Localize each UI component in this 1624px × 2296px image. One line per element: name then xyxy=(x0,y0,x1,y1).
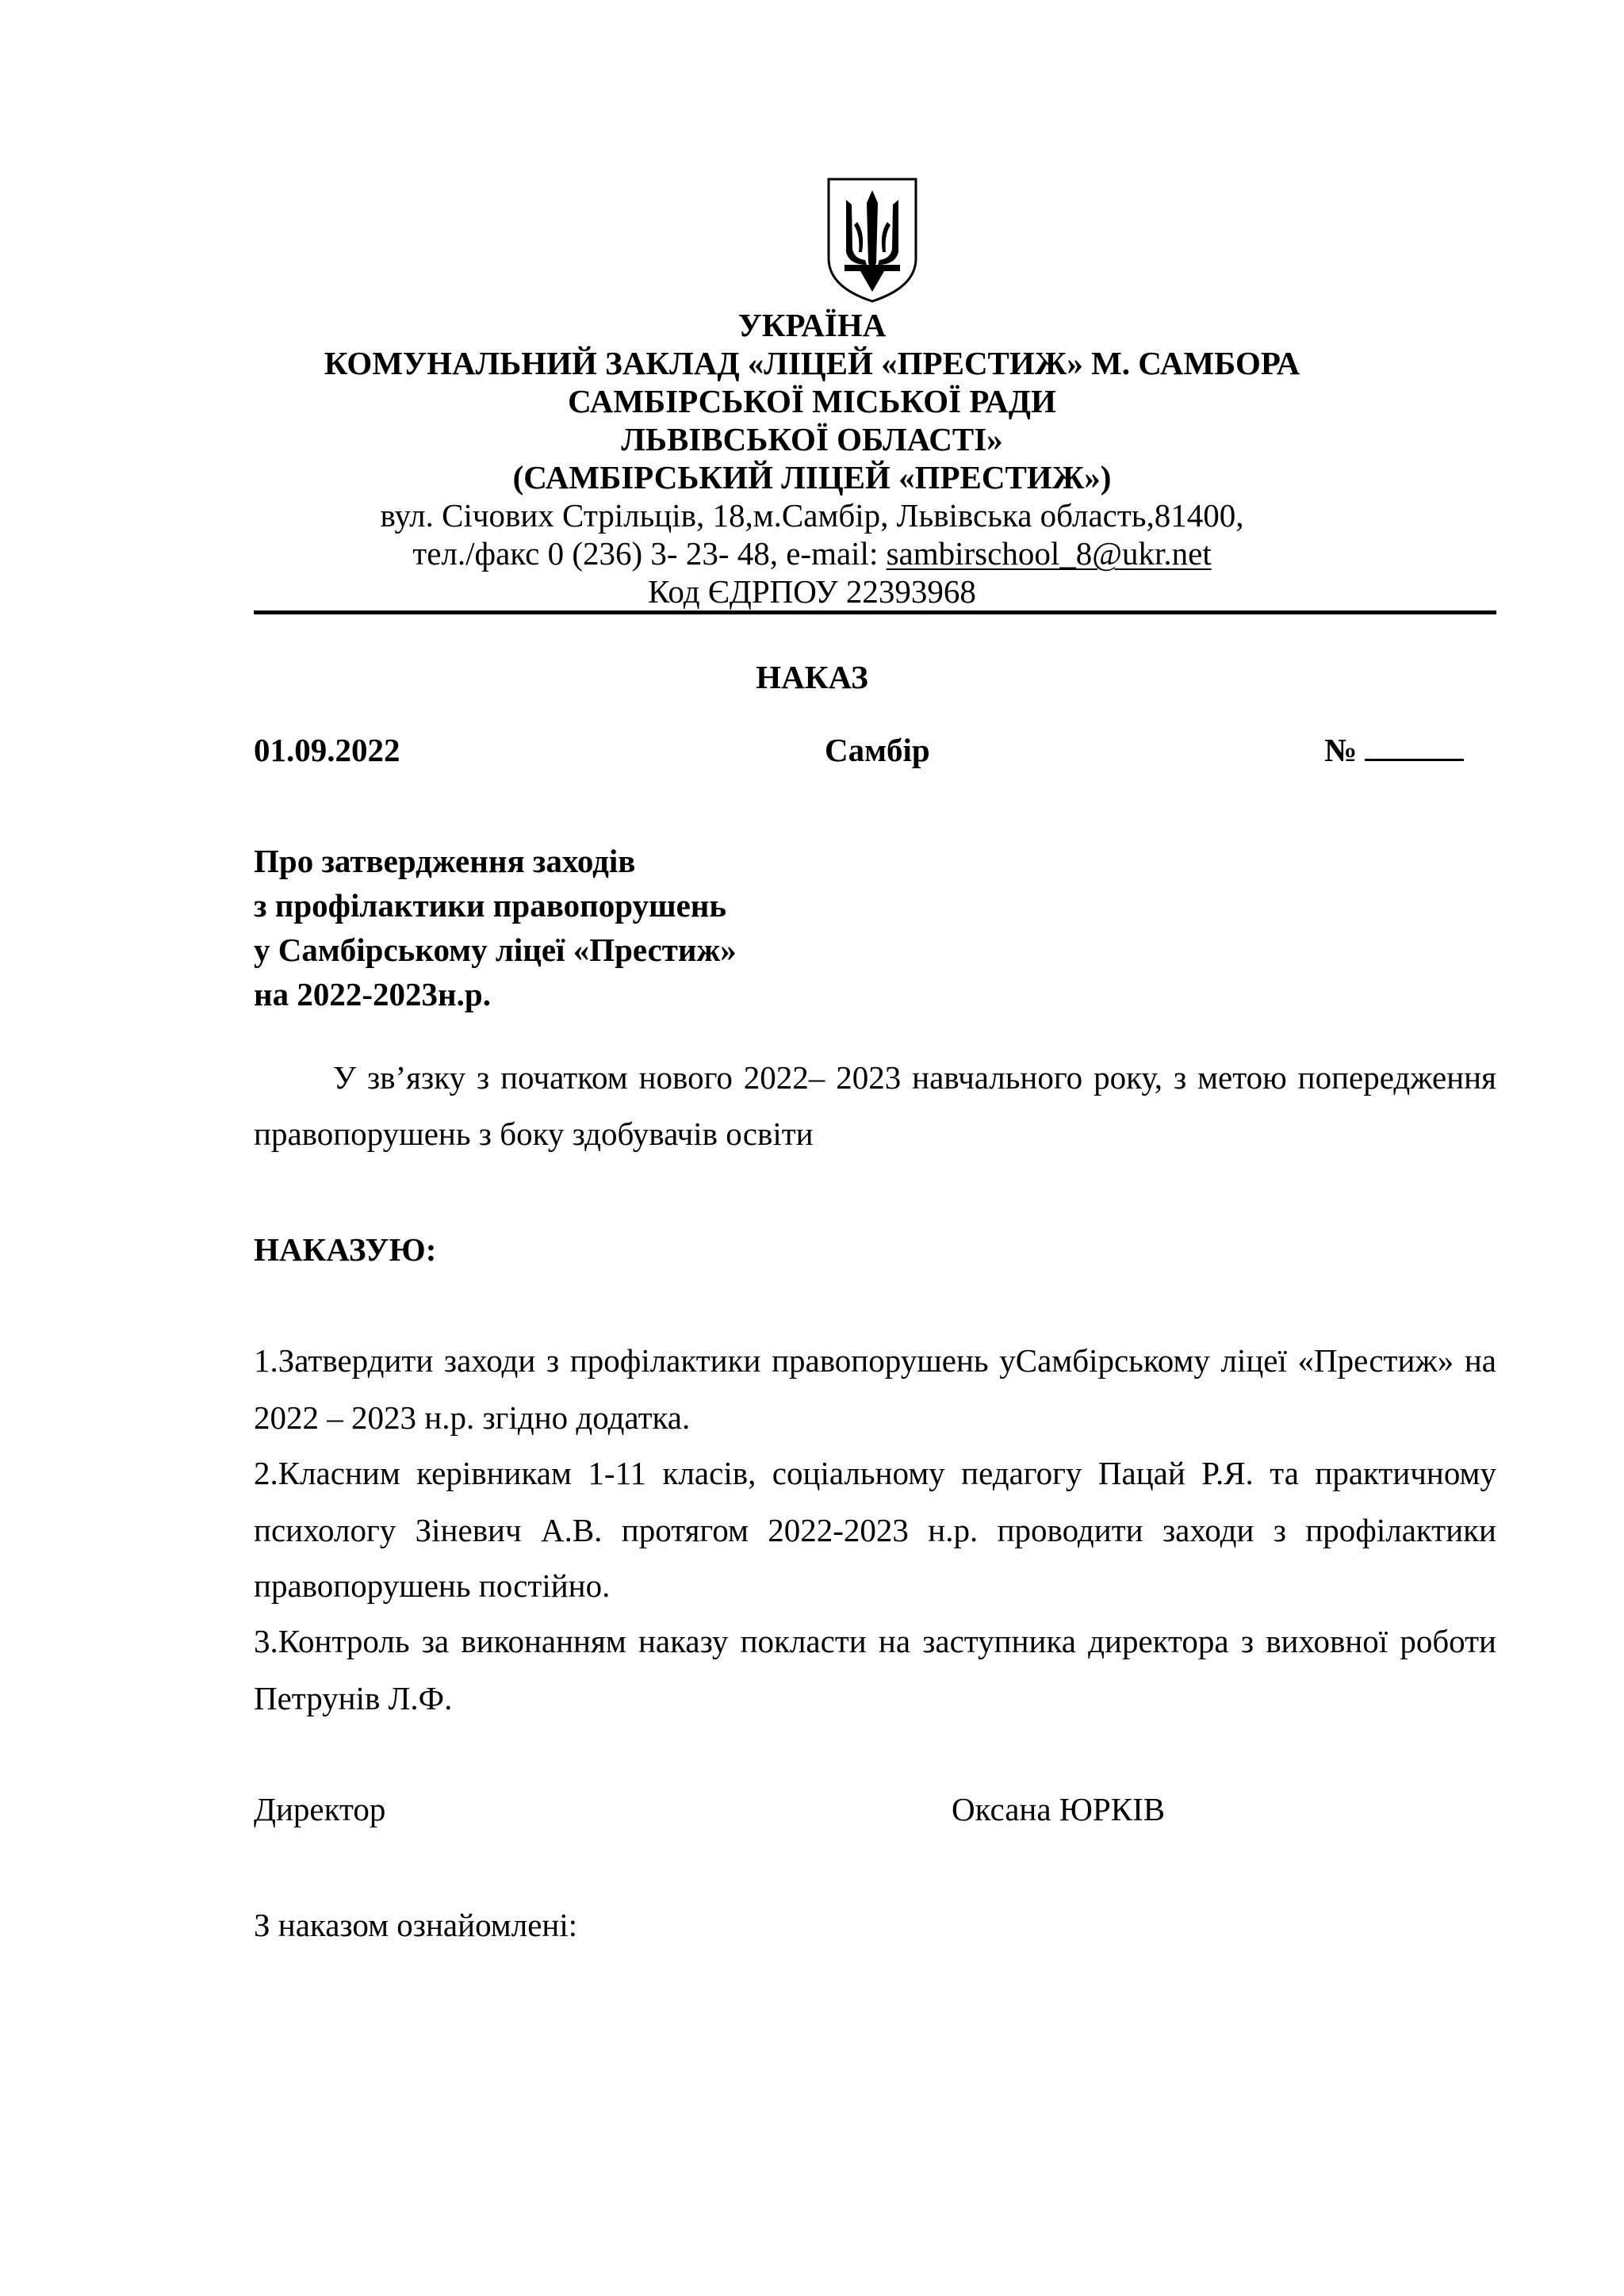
contacts-prefix: тел./факс 0 (236) 3- 23- 48, e-mail: xyxy=(412,535,887,572)
item-1-line-1: 1.Затвердити заходи з профілактики правопорушень уСамбірському ліцеї «Престиж» на xyxy=(254,1342,1496,1379)
document-type: НАКАЗ xyxy=(756,659,868,695)
organization-name-line-3: ЛЬВІВСЬКОЇ ОБЛАСТІ» xyxy=(621,421,1003,457)
subject-line-4: на 2022-2023н.р. xyxy=(254,976,491,1012)
signature-name: Оксана ЮРКІВ xyxy=(952,1791,1166,1827)
item-1-line-2: 2022 – 2023 н.р. згідно додатка. xyxy=(254,1399,691,1436)
document-date: 01.09.2022 xyxy=(254,732,400,768)
item-2-line-1: 2.Класним керівникам 1-11 класів, соціальному педагогу Пацай Р.Я. та практичному xyxy=(254,1455,1496,1491)
organization-contacts xyxy=(0,534,1624,572)
country-name: УКРАЇНА xyxy=(737,307,887,343)
item-3-line-1: 3.Контроль за виконанням наказу покласти на заступника директора з виховної роботи xyxy=(254,1623,1496,1659)
header-divider xyxy=(254,610,1496,614)
document-number xyxy=(1324,731,1464,769)
organization-name-line-2: САМБІРСЬКОЇ МІСЬКОЇ РАДИ xyxy=(568,383,1056,419)
item-3-line-2: Петрунів Л.Ф. xyxy=(254,1680,453,1716)
signature-title: Директор xyxy=(254,1791,386,1827)
subject-line-2: з профілактики правопорушень xyxy=(254,887,727,924)
edrpou-code: Код ЄДРПОУ 22393968 xyxy=(648,573,976,610)
order-word: НАКАЗУЮ: xyxy=(254,1231,437,1268)
organization-address: вул. Січових Стрільців, 18,м.Самбір, Львівська область,81400, xyxy=(380,497,1244,534)
preamble-line-2: правопорушень з боку здобувачів освіти xyxy=(254,1115,814,1152)
coat-of-arms-icon xyxy=(825,176,919,304)
acknowledged-label: З наказом ознайомлені: xyxy=(254,1907,578,1943)
item-2-line-2: психологу Зіневич А.В. протягом 2022-2023 н.р. проводити заходи з профілактики xyxy=(254,1512,1496,1548)
email-link[interactable]: sambirschool_8@ukr.net xyxy=(886,535,1212,572)
document-city: Самбір xyxy=(825,732,930,768)
subject-line-1: Про затвердження заходів xyxy=(254,843,636,879)
number-label: № xyxy=(1324,732,1358,768)
item-2-line-3: правопорушень постійно. xyxy=(254,1567,611,1604)
number-blank xyxy=(1365,732,1464,761)
organization-name-line-1: КОМУНАЛЬНИЙ ЗАКЛАД «ЛІЦЕЙ «ПРЕСТИЖ» М. САМБОРА xyxy=(324,345,1300,381)
subject-line-3: у Самбірському ліцеї «Престиж» xyxy=(254,932,737,968)
preamble-line-1: У зв’язку з початком нового 2022– 2023 навчального року, з метою попередження xyxy=(333,1059,1496,1096)
organization-short-name: (САМБІРСЬКИЙ ЛІЦЕЙ «ПРЕСТИЖ») xyxy=(512,459,1112,496)
